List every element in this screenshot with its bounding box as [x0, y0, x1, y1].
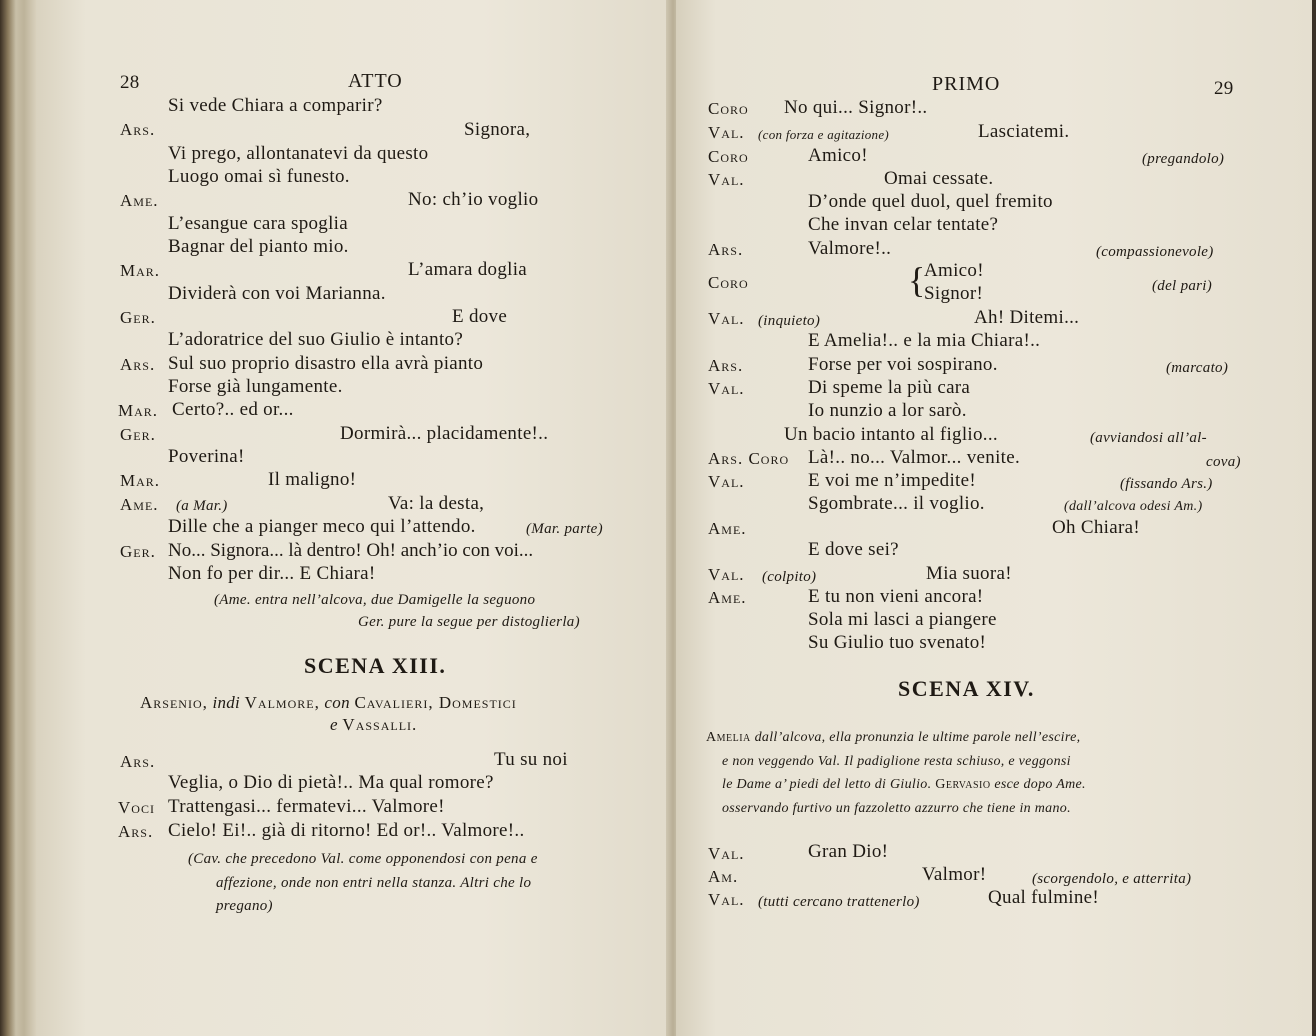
verse-line: No: ch’io voglio	[408, 189, 539, 210]
speaker: Val.	[708, 379, 745, 398]
verse-line: Vi prego, allontanatevi da questo	[168, 143, 429, 164]
stage-direction: (Mar. parte)	[526, 521, 603, 537]
verse-line: Signor!	[924, 283, 984, 304]
speaker: Ars.	[120, 355, 156, 374]
stage-direction: (a Mar.)	[176, 498, 228, 514]
stage-direction: (del pari)	[1152, 278, 1213, 294]
verse-line: Valmore!..	[808, 238, 892, 259]
speaker: Val.	[708, 170, 745, 189]
speaker: Ame.	[120, 191, 159, 210]
speaker: Coro	[708, 273, 749, 292]
verse-line: E voi me n’impedite!	[808, 470, 976, 491]
stage-direction: (scorgendolo, e atterrita)	[1032, 871, 1192, 887]
speaker: Mar.	[118, 401, 159, 420]
verse-line: Ah! Ditemi...	[974, 307, 1080, 328]
verse-line: Omai cessate.	[884, 168, 994, 189]
speaker: Ame.	[708, 588, 747, 607]
scene-description: e non veggendo Val. Il padiglione resta schiuso, e veggonsi	[722, 754, 1071, 769]
cast-connector: e	[330, 715, 338, 734]
running-head: PRIMO	[932, 73, 1001, 95]
stage-direction: cova)	[1206, 454, 1241, 470]
speaker: Coro	[708, 99, 749, 118]
verse-line: Qual fulmine!	[988, 887, 1100, 908]
verse-line: Di speme la più cara	[808, 377, 971, 398]
stage-direction: (con forza e agitazione)	[758, 127, 890, 142]
verse-line: Lasciatemi.	[978, 121, 1070, 142]
verse-line: Dividerà con voi Marianna.	[168, 283, 386, 304]
stage-direction: (colpito)	[762, 569, 817, 585]
speaker: Ars.	[708, 240, 744, 259]
verse-line: Certo?.. ed or...	[172, 399, 294, 420]
cast-connector: con	[324, 693, 350, 712]
page-number: 29	[1214, 78, 1234, 99]
speaker: Ger.	[120, 308, 156, 327]
cast-name: Vassalli.	[342, 715, 418, 734]
cast-name: Arsenio,	[140, 693, 208, 712]
description-text: le Dame a’ piedi del letto di Giulio.	[722, 777, 932, 792]
scene-title: SCENA XIII.	[304, 653, 447, 678]
verse-line: L’esangue cara spoglia	[168, 213, 348, 234]
verse-line: Trattengasi... fermatevi... Valmore!	[168, 796, 445, 817]
stage-direction: (compassionevole)	[1096, 244, 1214, 260]
verse-line: No qui... Signor!..	[784, 97, 928, 118]
verse-line: Dormirà... placidamente!..	[340, 423, 549, 444]
speaker: Coro	[708, 147, 749, 166]
verse-line: Si vede Chiara a comparir?	[168, 95, 383, 116]
cast-name: Valmore,	[244, 693, 320, 712]
verse-line: Un bacio intanto al figlio...	[784, 424, 998, 445]
verse-line: D’onde quel duol, quel fremito	[808, 191, 1053, 212]
speaker: Val.	[708, 472, 745, 491]
verse-line: Amico!	[808, 145, 868, 166]
verse-line: E dove sei?	[808, 539, 899, 560]
verse-line: Cielo! Ei!.. già di ritorno! Ed or!.. Valmore!..	[168, 820, 525, 841]
verse-line: Valmor!	[922, 864, 987, 885]
scene-description	[722, 774, 1086, 796]
description-text: dall’alcova, ella pronunzia le ultime parole nell’escire,	[754, 730, 1081, 745]
cast-name: Gervasio	[935, 777, 991, 792]
verse-line: Il maligno!	[268, 469, 357, 490]
verse-line: Gran Dio!	[808, 841, 889, 862]
speaker: Mar.	[120, 471, 161, 490]
stage-direction: affezione, onde non entri nella stanza. Altri che lo	[216, 875, 532, 891]
scene-title: SCENA XIV.	[898, 676, 1035, 701]
stage-direction: Ger. pure la segue per distoglierla)	[358, 614, 580, 630]
running-head: ATTO	[348, 70, 403, 92]
verse-line: No... Signora... là dentro! Oh! anch’io con voi...	[168, 540, 534, 561]
verse-line: Sgombrate... il voglio.	[808, 493, 985, 514]
verse-line: Là!.. no... Valmor... venite.	[808, 447, 1021, 468]
speaker: Ars. Coro	[708, 449, 790, 468]
verse-line: Oh Chiara!	[1052, 517, 1140, 538]
cast-name: Cavalieri, Domestici	[354, 693, 517, 712]
stage-direction: (Ame. entra nell’alcova, due Damigelle la seguono	[214, 592, 536, 608]
verse-line: Tu su noi	[494, 749, 568, 770]
stage-direction: (pregandolo)	[1142, 151, 1225, 167]
verse-line: Luogo omai sì funesto.	[168, 166, 350, 187]
speaker: Ame.	[708, 519, 747, 538]
verse-line: Sul suo proprio disastro ella avrà pianto	[168, 353, 484, 374]
speaker: Val.	[708, 565, 745, 584]
scene-cast	[140, 692, 517, 714]
stage-direction: (Cav. che precedono Val. come opponendosi con pena e	[188, 851, 538, 867]
stage-direction: (inquieto)	[758, 313, 821, 329]
verse-line: Io nunzio a lor sarò.	[808, 400, 967, 421]
speaker: Val.	[708, 123, 745, 142]
brace-icon: {	[908, 260, 926, 300]
speaker: Ame.	[120, 495, 159, 514]
verse-line: Poverina!	[168, 446, 245, 467]
verse-line: Signora,	[464, 119, 531, 140]
speaker: Val.	[708, 890, 745, 909]
verse-line: E tu non vieni ancora!	[808, 586, 984, 607]
page-edges	[0, 0, 36, 1036]
speaker: Val.	[708, 844, 745, 863]
verse-line: Amico!	[924, 260, 984, 281]
description-text: esce dopo Ame.	[994, 777, 1086, 792]
verse-line: L’amara doglia	[408, 259, 528, 280]
stage-direction: (marcato)	[1166, 360, 1229, 376]
speaker: Ars.	[118, 822, 154, 841]
page-number: 28	[120, 72, 140, 93]
scene-description: osservando furtivo un fazzoletto azzurro che tiene in mano.	[722, 801, 1071, 816]
stage-direction: (fissando Ars.)	[1120, 476, 1213, 492]
verse-line: Sola mi lasci a piangere	[808, 609, 997, 630]
cast-name: Amelia	[706, 730, 751, 745]
verse-line: Va: la desta,	[388, 493, 485, 514]
verse-line: E Amelia!.. e la mia Chiara!..	[808, 330, 1041, 351]
speaker: Ger.	[120, 425, 156, 444]
speaker: Ars.	[120, 120, 156, 139]
speaker: Voci	[118, 798, 155, 817]
verse-line: Che invan celar tentate?	[808, 214, 999, 235]
left-page	[36, 0, 672, 1036]
scene-description	[706, 727, 1080, 749]
verse-line: Forse per voi sospirano.	[808, 354, 998, 375]
speaker: Mar.	[120, 261, 161, 280]
stage-direction: (tutti cercano trattenerlo)	[758, 894, 920, 910]
right-page	[676, 0, 1312, 1036]
verse-line: E dove	[452, 306, 508, 327]
verse-line: Dille che a pianger meco qui l’attendo.	[168, 516, 476, 537]
verse-line: Non fo per dir... E Chiara!	[168, 563, 376, 584]
stage-direction: (dall’alcova odesi Am.)	[1064, 499, 1203, 514]
speaker: Ars.	[708, 356, 744, 375]
scene-cast	[330, 714, 417, 736]
verse-line: Forse già lungamente.	[168, 376, 343, 397]
speaker: Ger.	[120, 542, 156, 561]
speaker: Ars.	[120, 752, 156, 771]
stage-direction: (avviandosi all’al-	[1090, 430, 1207, 446]
speaker: Val.	[708, 309, 745, 328]
stage-direction: pregano)	[216, 898, 273, 914]
cast-connector: indi	[212, 693, 241, 712]
verse-line: L’adoratrice del suo Giulio è intanto?	[168, 329, 464, 350]
speaker: Am.	[708, 867, 739, 886]
verse-line: Su Giulio tuo svenato!	[808, 632, 987, 653]
verse-line: Mia suora!	[926, 563, 1012, 584]
verse-line: Bagnar del pianto mio.	[168, 236, 349, 257]
verse-line: Veglia, o Dio di pietà!.. Ma qual romore?	[168, 772, 494, 793]
